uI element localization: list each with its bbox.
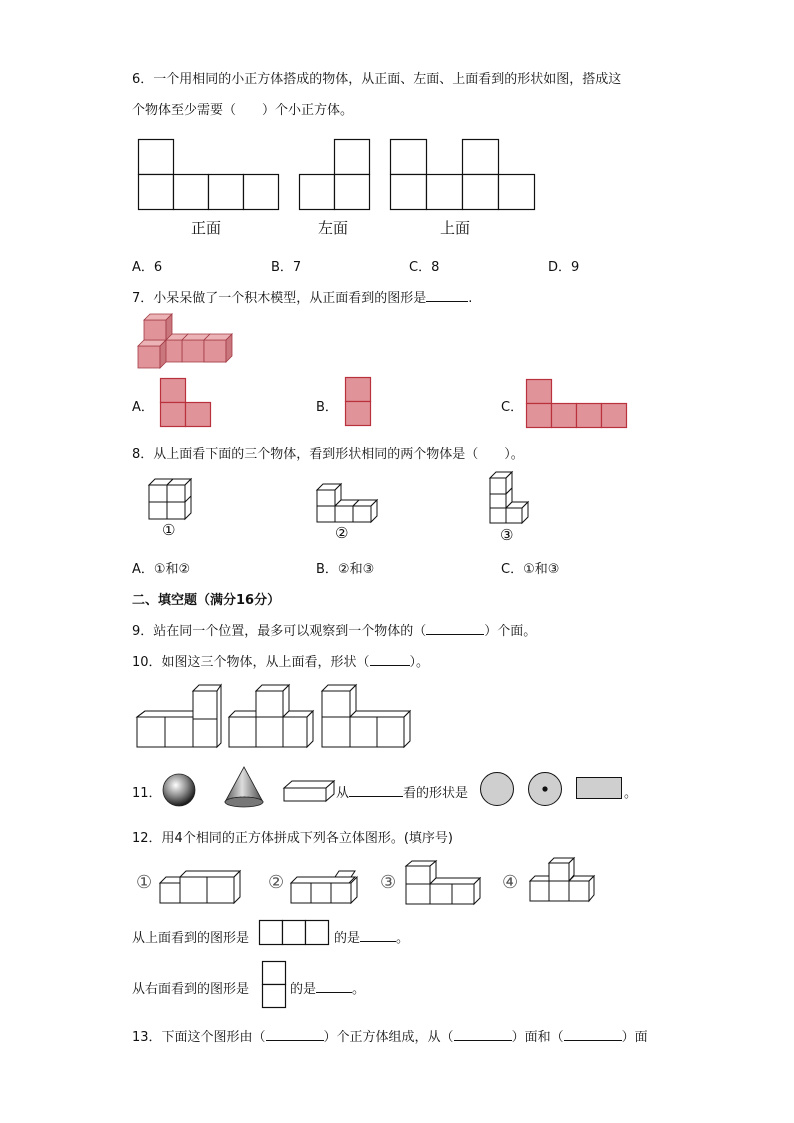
q10-object-3	[320, 681, 412, 751]
q6-label-top: 上面	[440, 219, 471, 237]
q13-text-4: ）面	[621, 1030, 648, 1045]
q7-option-a-label[interactable]: A．	[132, 400, 154, 415]
q10-stem	[132, 651, 429, 670]
q7-stem	[132, 287, 472, 306]
q9-answer-blank[interactable]	[426, 622, 484, 635]
q12-label-3: ③	[380, 872, 397, 893]
q10-text-pre: 10．如图这三个物体，从上面看，形状（	[132, 655, 370, 670]
q7-answer-blank[interactable]	[426, 289, 468, 302]
q12-label-4: ④	[502, 872, 519, 893]
q6-top-view	[390, 139, 535, 211]
q13-blank-count[interactable]	[266, 1028, 324, 1041]
q12-figure-3	[404, 860, 484, 906]
circle-dot-view-icon	[527, 771, 563, 807]
q7-option-a-figure[interactable]	[160, 378, 212, 428]
q7-option-b-label[interactable]: B．	[316, 400, 338, 415]
q6-option-d[interactable]: D．9	[548, 260, 580, 275]
q12-figure-2	[289, 869, 365, 905]
q9-text-pre: 9．站在同一个位置，最多可以观察到一个物体的（	[132, 624, 427, 639]
q12-right-view-figure	[262, 961, 288, 1009]
q13-text-3: ）面和（	[511, 1030, 564, 1045]
q11-stem	[336, 782, 468, 801]
q12-right-end: 。	[352, 982, 366, 997]
q8-label-1: ①	[162, 521, 176, 539]
q8-label-2: ②	[335, 524, 349, 542]
q11-text-shape: 看的形状是	[403, 786, 469, 801]
q6-stem-line1: 6．一个用相同的小正方体搭成的物体，从正面、左面、上面看到的形状如图，搭成这	[132, 72, 622, 87]
q11-end: 。	[624, 786, 638, 801]
q11-answer-blank[interactable]	[349, 784, 403, 797]
q12-top-end: 。	[396, 931, 410, 946]
cuboid-icon	[283, 780, 335, 804]
q8-option-a[interactable]: A．①和②	[132, 562, 191, 577]
q12-label-1: ①	[136, 872, 153, 893]
q12-figure-4	[528, 857, 598, 905]
q13-blank-view-1[interactable]	[454, 1028, 512, 1041]
q8-object-2	[316, 482, 376, 524]
q9-stem	[132, 620, 536, 639]
q6-option-c[interactable]: C．8	[409, 260, 440, 275]
q13-blank-view-2[interactable]	[564, 1028, 622, 1041]
q6-front-view	[138, 139, 280, 211]
section-title: 二、填空题（满分16分）	[132, 593, 281, 608]
q7-option-c-figure[interactable]	[526, 379, 630, 429]
q12-top-stem-post	[334, 927, 409, 946]
q12-top-text: 的是	[334, 931, 361, 946]
q12-right-stem-post	[290, 978, 365, 997]
q7-stem-end: .	[468, 291, 473, 306]
q9-text-post: ）个面。	[484, 624, 537, 639]
q6-stem-line2: 个物体至少需要（ ）个小正方体。	[132, 103, 354, 118]
q6-left-view	[299, 139, 371, 211]
q12-right-stem-pre: 从右面看到的图形是	[132, 982, 250, 997]
sphere-icon	[162, 773, 196, 807]
q13-text-2: ）个正方体组成，从（	[323, 1030, 454, 1045]
q12-figure-1	[158, 869, 244, 905]
q10-answer-blank[interactable]	[370, 653, 410, 666]
q12-top-answer-blank[interactable]	[360, 929, 396, 942]
q13-stem	[132, 1026, 648, 1045]
q7-option-b-figure[interactable]	[345, 377, 372, 427]
q8-stem: 8．从上面看下面的三个物体，看到形状相同的两个物体是（ ）。	[132, 447, 524, 462]
q8-option-b[interactable]: B．②和③	[316, 562, 375, 577]
q6-label-front: 正面	[191, 219, 222, 237]
q13-text-1: 13．下面这个图形由（	[132, 1030, 266, 1045]
q7-stem-text: 7．小呆呆做了一个积木模型，从正面看到的图形是	[132, 291, 427, 306]
cone-icon	[222, 766, 266, 810]
q11-text-from: 从	[336, 786, 350, 801]
q12-top-view-figure	[259, 920, 331, 946]
q10-object-2	[227, 681, 315, 751]
q12-label-2: ②	[268, 872, 285, 893]
circle-view-icon	[479, 771, 515, 807]
q10-text-post: ）。	[409, 655, 430, 670]
q12-right-text: 的是	[290, 982, 317, 997]
q8-object-1	[148, 478, 192, 522]
q7-option-c-label[interactable]: C．	[501, 400, 524, 415]
q12-top-stem-pre: 从上面看到的图形是	[132, 931, 250, 946]
rectangle-view-icon	[576, 777, 624, 801]
q8-label-3: ③	[500, 526, 514, 544]
q6-option-b[interactable]: B．7	[271, 260, 302, 275]
q8-option-c[interactable]: C．①和③	[501, 562, 560, 577]
q12-stem: 12．用4个相同的正方体拼成下列各立体图形。(填序号)	[132, 831, 453, 846]
q11-number: 11．	[132, 786, 162, 801]
q8-object-3	[489, 470, 529, 526]
q6-option-a[interactable]: A．6	[132, 260, 163, 275]
q7-block-model	[134, 312, 236, 370]
q10-object-1	[135, 681, 221, 751]
q12-right-answer-blank[interactable]	[316, 980, 352, 993]
q6-label-left: 左面	[318, 219, 349, 237]
